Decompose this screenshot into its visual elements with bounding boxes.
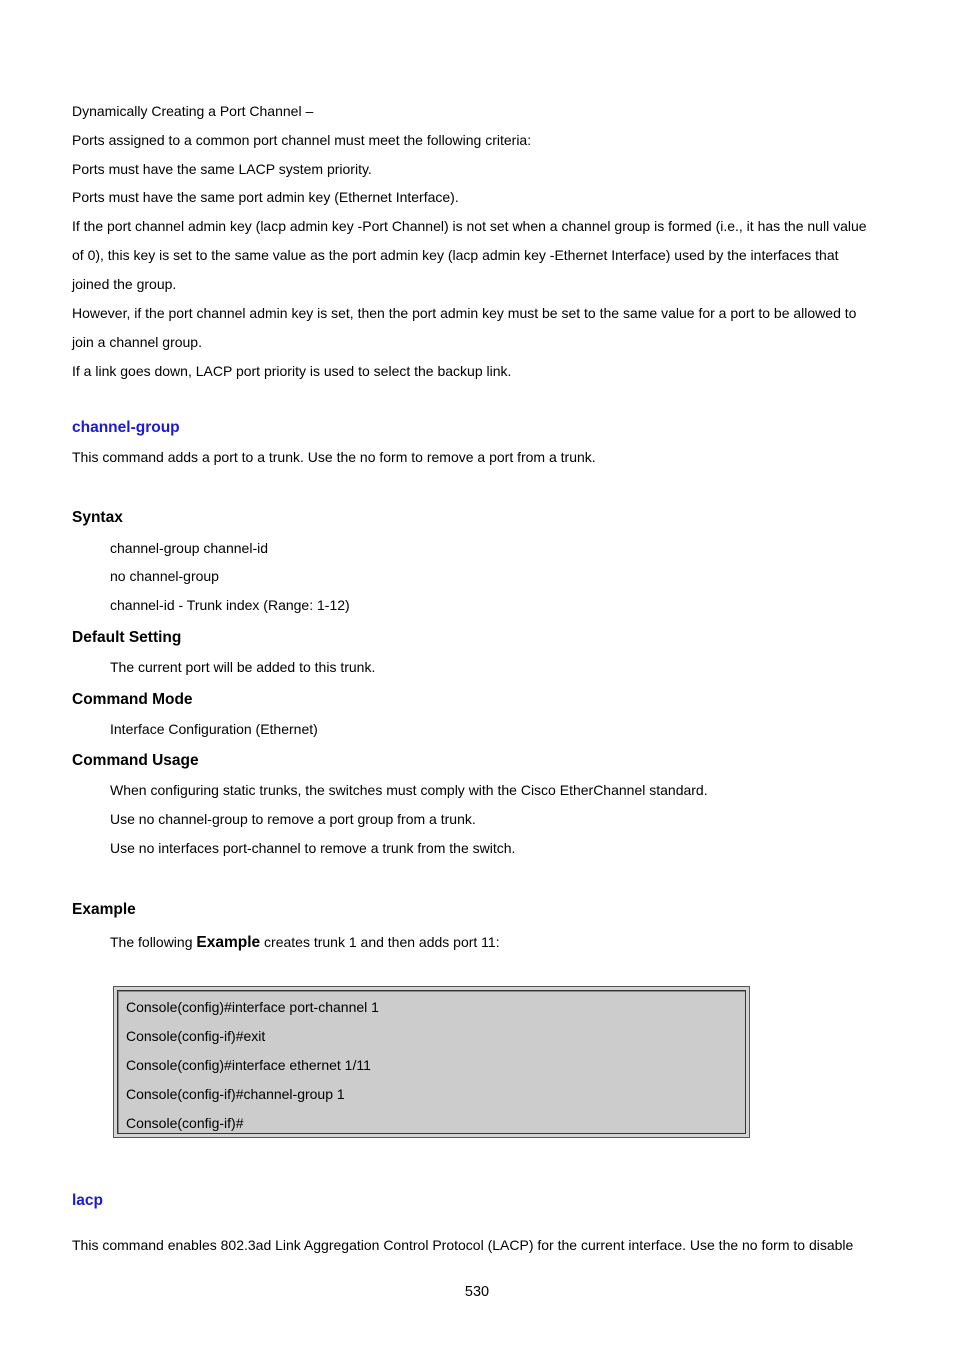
example-intro	[110, 933, 500, 952]
lacp-title: lacp	[72, 1192, 104, 1209]
command-mode-text: Interface Configuration (Ethernet)	[110, 721, 318, 737]
intro-line-3: Ports must have the same LACP system priority.	[72, 161, 372, 177]
channel-group-description: This command adds a port to a trunk. Use the no form to remove a port from a trunk.	[72, 449, 596, 465]
intro-line-1: Dynamically Creating a Port Channel –	[72, 103, 314, 119]
intro-line-9: join a channel group.	[72, 334, 202, 350]
syntax-heading: Syntax	[72, 509, 123, 526]
example-prefix: The following	[110, 934, 197, 950]
intro-line-5: If the port channel admin key (lacp admin key -Port Channel) is not set when a channel group is formed (i.e., it has the null value	[72, 218, 867, 234]
example-suffix: creates trunk 1 and then adds port 11:	[260, 934, 500, 950]
intro-line-7: joined the group.	[72, 276, 177, 292]
command-usage-heading: Command Usage	[72, 752, 199, 769]
console-line-3: Console(config)#interface ethernet 1/11	[126, 1057, 371, 1073]
default-setting-text: The current port will be added to this trunk.	[110, 659, 376, 675]
lacp-description: This command enables 802.3ad Link Aggregation Control Protocol (LACP) for the current interface. Use the no form to disable	[72, 1237, 854, 1253]
console-example-box	[113, 986, 750, 1138]
command-mode-heading: Command Mode	[72, 691, 193, 708]
usage-line-2: Use no channel-group to remove a port group from a trunk.	[110, 811, 476, 827]
syntax-line-1: channel-group channel-id	[110, 540, 268, 556]
intro-line-10: If a link goes down, LACP port priority is used to select the backup link.	[72, 363, 512, 379]
intro-line-4: Ports must have the same port admin key (Ethernet Interface).	[72, 189, 459, 205]
usage-line-1: When configuring static trunks, the switches must comply with the Cisco EtherChannel standard.	[110, 782, 708, 798]
channel-group-title: channel-group	[72, 419, 180, 436]
intro-line-2: Ports assigned to a common port channel must meet the following criteria:	[72, 132, 532, 148]
syntax-line-2: no channel-group	[110, 568, 219, 584]
intro-line-8: However, if the port channel admin key is set, then the port admin key must be set to the same value for a port to be allowed to	[72, 305, 857, 321]
intro-line-6: of 0), this key is set to the same value as the port admin key (lacp admin key -Ethernet Interface) used by the interfaces that	[72, 247, 839, 263]
usage-line-3: Use no interfaces port-channel to remove a trunk from the switch.	[110, 840, 516, 856]
console-line-1: Console(config)#interface port-channel 1	[126, 999, 379, 1015]
page-number: 530	[464, 1284, 490, 1300]
example-heading: Example	[72, 901, 136, 918]
example-bold-word: Example	[196, 934, 261, 951]
console-line-5: Console(config-if)#	[126, 1115, 244, 1131]
console-line-2: Console(config-if)#exit	[126, 1028, 266, 1044]
syntax-line-3: channel-id - Trunk index (Range: 1-12)	[110, 597, 350, 613]
console-line-4: Console(config-if)#channel-group 1	[126, 1086, 345, 1102]
console-inner	[117, 990, 746, 1134]
default-setting-heading: Default Setting	[72, 629, 182, 646]
